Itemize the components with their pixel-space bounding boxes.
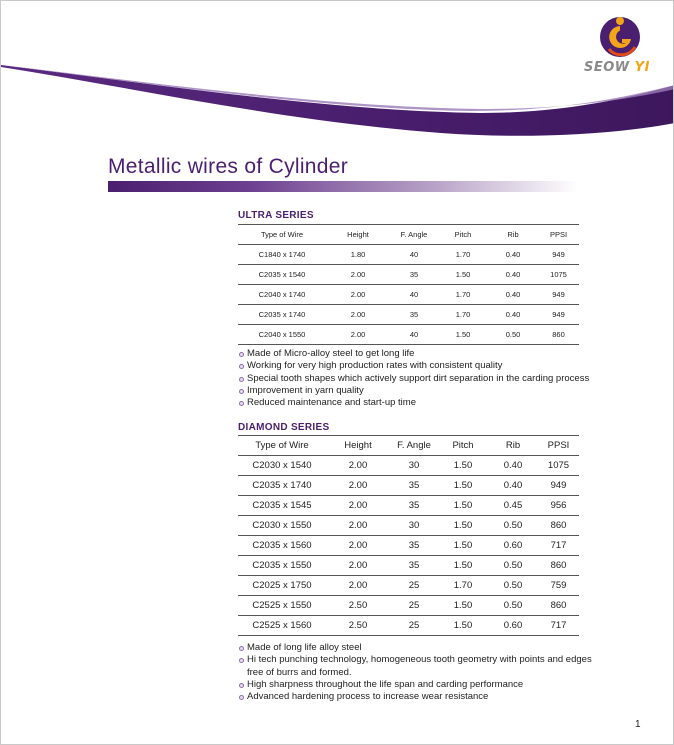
brand-wordmark-main: SEOW (584, 60, 630, 75)
table-cell: 1.50 (453, 480, 473, 491)
table-cell: 40 (409, 250, 419, 259)
column-header: PPSI (549, 230, 568, 239)
table-cell: 1.80 (350, 250, 366, 259)
table-cell: C1840 x 1740 (258, 250, 306, 259)
list-item-text: Working for very high production rates with consistent quality (247, 360, 503, 372)
bullet-icon (239, 695, 244, 700)
table-cell: 30 (408, 460, 420, 471)
table-cell: 2.00 (350, 270, 366, 279)
brand-wordmark (584, 60, 664, 75)
diamond-table-body (238, 456, 579, 636)
table-row (238, 265, 579, 285)
table-cell: 35 (409, 270, 419, 279)
table-cell: 1.50 (453, 500, 473, 511)
table-cell: C2040 x 1550 (258, 330, 306, 339)
table-cell: 30 (408, 520, 420, 531)
table-cell: 2.50 (348, 620, 368, 631)
column-header: Height (344, 440, 372, 451)
table-row (238, 456, 579, 476)
table-row (238, 556, 579, 576)
table-cell: 717 (550, 540, 567, 551)
table-cell: 0.60 (503, 540, 523, 551)
table-row (238, 325, 579, 345)
diamond-feature-list (239, 642, 592, 703)
table-row (238, 616, 579, 636)
list-item-text: Improvement in yarn quality (247, 384, 364, 396)
column-header: Rib (507, 230, 519, 239)
list-item-text: High sharpness throughout the life span and carding performance (247, 678, 524, 690)
table-cell: 956 (550, 500, 567, 511)
bullet-icon (239, 352, 244, 357)
table-cell: 1.50 (453, 460, 473, 471)
table-cell: C2030 x 1550 (252, 520, 312, 531)
table-cell: 35 (409, 310, 419, 319)
column-header: F. Angle (397, 440, 431, 451)
bullet-icon (239, 658, 244, 663)
table-row (238, 536, 579, 556)
bullet-icon (239, 401, 244, 406)
list-item (239, 654, 592, 679)
table-cell: 0.50 (503, 560, 523, 571)
table-cell: C2025 x 1750 (252, 580, 312, 591)
table-cell: C2035 x 1740 (252, 480, 312, 491)
column-header: PPSI (547, 440, 570, 451)
column-header: Height (347, 230, 369, 239)
table-cell: 860 (550, 600, 567, 611)
bullet-icon (239, 377, 244, 382)
table-cell: 0.50 (503, 600, 523, 611)
table-cell: 2.00 (348, 560, 368, 571)
column-header: Type of Wire (255, 440, 309, 451)
table-cell: 25 (408, 620, 420, 631)
table-cell: 0.50 (503, 580, 523, 591)
table-cell: 949 (550, 480, 567, 491)
table-cell: 0.45 (503, 500, 523, 511)
table-cell: 860 (550, 520, 567, 531)
page-number: 1 (635, 719, 641, 730)
table-cell: 1.70 (455, 310, 471, 319)
table-cell: 860 (550, 560, 567, 571)
table-row (238, 576, 579, 596)
page-title: Metallic wires of Cylinder (108, 155, 349, 178)
header-swoosh (1, 1, 674, 151)
table-cell: 2.00 (350, 330, 366, 339)
table-cell: 1.50 (453, 520, 473, 531)
list-item (239, 642, 592, 654)
list-item (239, 691, 592, 703)
bullet-icon (239, 646, 244, 651)
table-cell: 0.40 (503, 460, 523, 471)
table-row (238, 245, 579, 265)
table-cell: C2035 x 1550 (252, 560, 312, 571)
table-cell: C2035 x 1545 (252, 500, 312, 511)
table-cell: 2.00 (348, 460, 368, 471)
table-cell: 1.70 (455, 250, 471, 259)
table-cell: C2525 x 1550 (252, 600, 312, 611)
table-cell: 0.60 (503, 620, 523, 631)
table-header-row (238, 436, 579, 456)
table-cell: 0.50 (503, 520, 523, 531)
table-cell: 949 (552, 310, 565, 319)
table-row (238, 516, 579, 536)
list-item (239, 373, 589, 385)
list-item (239, 360, 589, 372)
table-header-row (238, 225, 579, 245)
column-header: Rib (505, 440, 521, 451)
table-cell: 2.00 (348, 480, 368, 491)
table-cell: 1.50 (453, 540, 473, 551)
table-cell: 35 (408, 500, 420, 511)
ultra-series-table (238, 224, 579, 345)
list-item-text: free of burrs and formed. (247, 666, 352, 678)
table-cell: 25 (408, 600, 420, 611)
list-item-text: Made of long life alloy steel (247, 642, 362, 653)
table-cell: C2035 x 1740 (258, 310, 306, 319)
table-cell: 1.50 (453, 600, 473, 611)
table-cell: 0.50 (505, 330, 521, 339)
table-cell: 860 (552, 330, 565, 339)
table-cell: 2.00 (350, 290, 366, 299)
bullet-icon (239, 683, 244, 688)
table-cell: 2.00 (350, 310, 366, 319)
table-cell: 2.00 (348, 580, 368, 591)
ultra-series-heading: ULTRA SERIES (238, 210, 314, 221)
bullet-icon (239, 364, 244, 369)
table-row (238, 496, 579, 516)
table-cell: 2.50 (348, 600, 368, 611)
list-item (239, 385, 589, 397)
table-cell: 1.50 (453, 620, 473, 631)
list-item (239, 679, 592, 691)
column-header: Pitch (454, 230, 472, 239)
table-cell: 949 (552, 250, 565, 259)
diamond-series-heading: DIAMOND SERIES (238, 422, 330, 433)
table-cell: C2030 x 1540 (252, 460, 312, 471)
table-cell: 40 (409, 290, 419, 299)
table-cell: 2.00 (348, 540, 368, 551)
table-cell: 1.50 (453, 560, 473, 571)
table-cell: 2.00 (348, 520, 368, 531)
bullet-icon (239, 389, 244, 394)
table-cell: 1.70 (455, 290, 471, 299)
ultra-feature-list (239, 348, 589, 409)
logo-mark-icon (581, 15, 661, 61)
list-item-text: Hi tech punching technology, homogeneous tooth geometry with points and edges (247, 654, 592, 666)
table-cell: 40 (409, 330, 419, 339)
table-row (238, 305, 579, 325)
table-cell: 0.40 (505, 310, 521, 319)
list-item-text: Special tooth shapes which actively support dirt separation in the carding process (247, 372, 590, 384)
title-underline-bar (108, 181, 578, 192)
table-cell: 35 (408, 540, 420, 551)
diamond-series-table (238, 435, 579, 636)
table-cell: 1.50 (455, 270, 471, 279)
table-cell: 1.50 (455, 330, 471, 339)
list-item (239, 397, 589, 409)
ultra-table-body (238, 245, 579, 345)
list-item-text: Made of Micro-alloy steel to get long life (247, 348, 415, 359)
table-cell: 25 (408, 580, 420, 591)
column-header: Type of Wire (260, 230, 304, 239)
table-cell: C2035 x 1540 (258, 270, 306, 279)
list-item-text: Advanced hardening process to increase wear resistance (247, 691, 489, 703)
brand-wordmark-accent: YI (634, 60, 650, 75)
table-cell: 1075 (550, 270, 567, 279)
table-cell: 35 (408, 560, 420, 571)
table-cell: 2.00 (348, 500, 368, 511)
table-cell: 0.40 (505, 250, 521, 259)
column-header: F. Angle (400, 230, 428, 239)
table-cell: C2040 x 1740 (258, 290, 306, 299)
list-item-text: Reduced maintenance and start-up time (247, 397, 416, 409)
table-cell: 1.70 (453, 580, 473, 591)
table-cell: 0.40 (505, 290, 521, 299)
column-header: Pitch (452, 440, 474, 451)
table-row (238, 285, 579, 305)
table-cell: 0.40 (505, 270, 521, 279)
table-cell: 35 (408, 480, 420, 491)
table-cell: 759 (550, 580, 567, 591)
table-row (238, 476, 579, 496)
table-cell: 949 (552, 290, 565, 299)
table-row (238, 596, 579, 616)
list-item (239, 348, 589, 360)
table-cell: 0.40 (503, 480, 523, 491)
table-cell: 1075 (547, 460, 570, 471)
table-cell: C2035 x 1560 (252, 540, 312, 551)
table-cell: 717 (550, 620, 567, 631)
table-cell: C2525 x 1560 (252, 620, 312, 631)
